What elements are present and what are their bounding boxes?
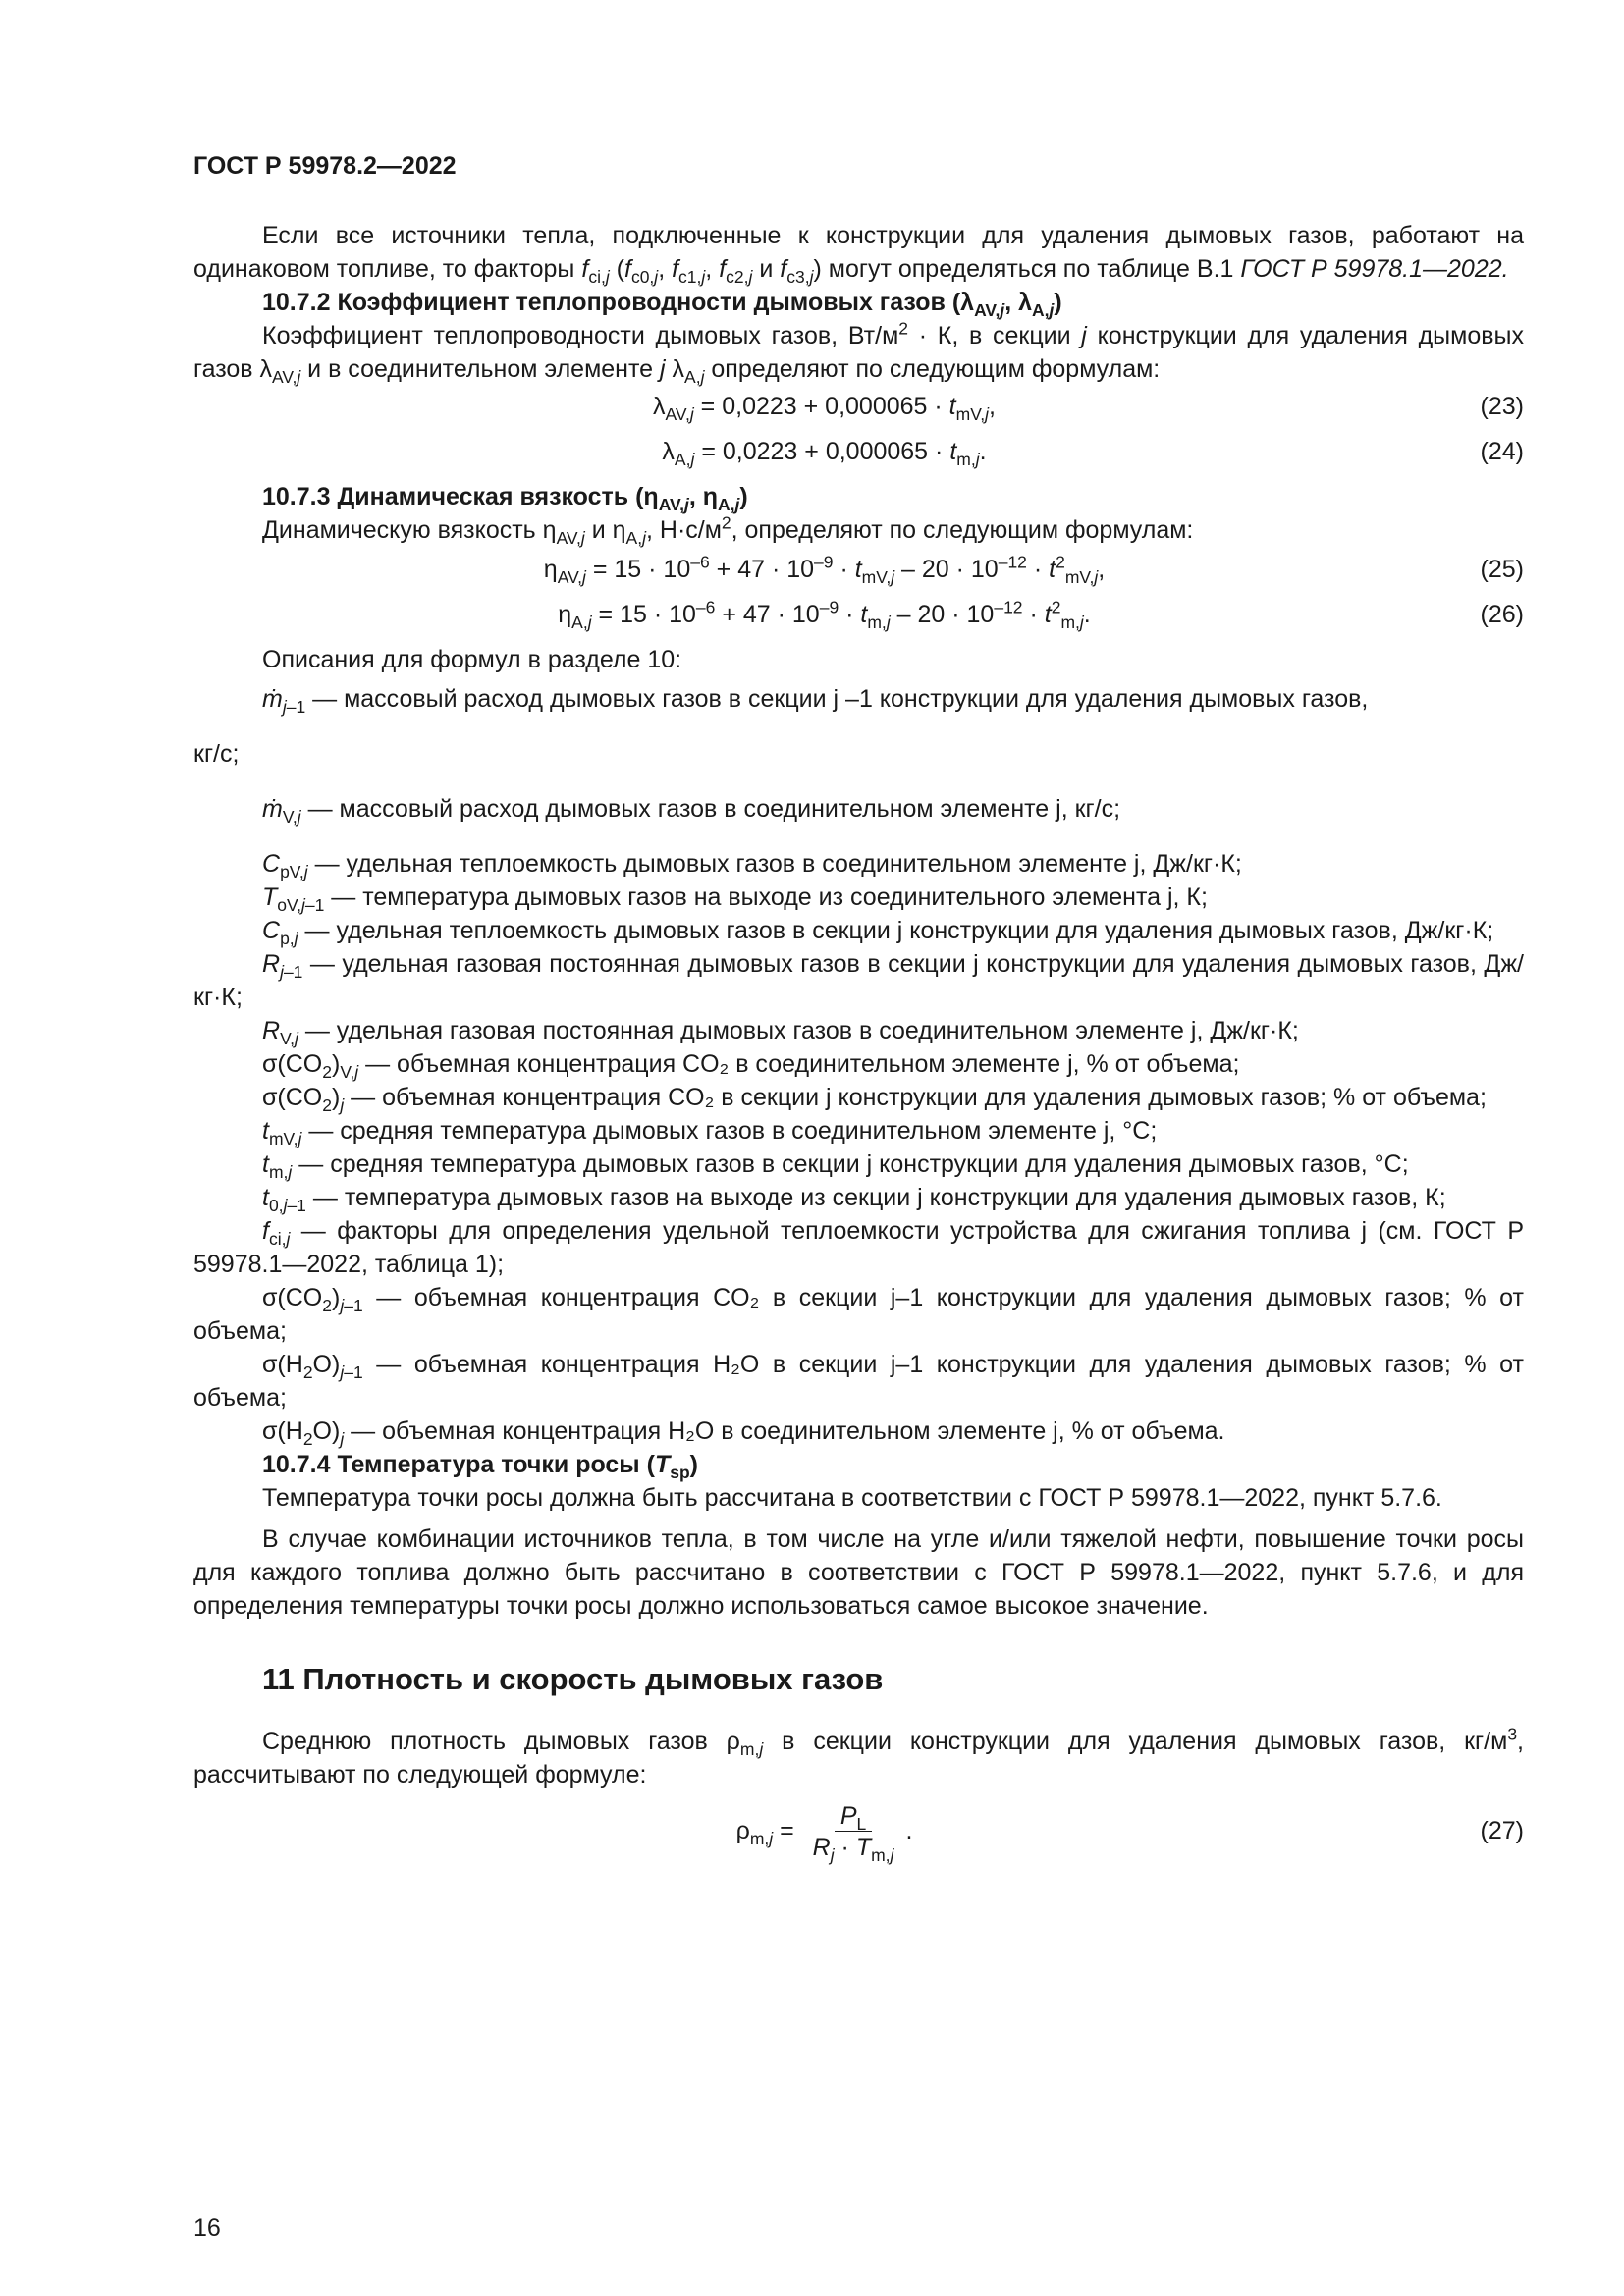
desc-item: ṁ$_{j-1}$ — массовый расход дымовых газов в секции j –1 конструкции для удаления дымовых газов, [262,685,1369,717]
document-header: ГОСТ Р 59978.2—2022 [193,152,457,180]
desc-item: ṁ$_{V,j}$ — массовый расход дымовых газов в соединительном элементе j, кг/с; [262,795,1121,827]
desc-item: $f_{ci,j}$ — факторы для определения удельной теплоемкости устройства для сжигания топлива j (см. ГОСТ Р 59978.1—2022, таблица 1); [193,1217,1525,1278]
formula-26: $\eta_{A,j} = 15 \cdot 10^{-6} + 47 \cdot 10^{-9} \cdot t_{m,j} - 20 \cdot 10^{-12} \cdot t^2_{m,j}$. (26) [558,597,1524,632]
desc-item: $T_{oV,j-1}$ — температура дымовых газов на выходе из соединительного элемента j, К; [262,883,1208,915]
desc-item: $\sigma(CO_2)_{V,j}$ — объемная концентрация CO₂ в соединительном элементе j, % от объема; [262,1050,1240,1082]
desc-item: $t_{0,j-1}$ — температура дымовых газов на выходе из секции j конструкции для удаления дымовых газов, К; [262,1184,1446,1215]
formula-27: $\rho_{m,j}$ = $\frac{P_L}{R_j \cdot T_{m,j}}$ . (27) [735,1802,1524,1865]
page-number: 16 [193,2215,221,2242]
section-10-7-2-text: Коэффициент теплопроводности дымовых газов, $Вт/м^2 \cdot К$, в секции j конструкции для удаления дымовых газов $\lambda_{AV,j}$ и в соединительном элементе j $\lambda_{A,j}$ определяют по следующим формулам: [193,318,1524,387]
section-10-7-2-heading: 10.7.2 Коэффициент теплопроводности дымовых газов ($\lambda_{AV,j}$, $\lambda_{A,j}$) [262,289,1062,320]
desc-item: $\sigma(H_2O)_j$ — объемная концентрация H₂O в соединительном элементе j, % от объема. [262,1417,1225,1449]
section-10-7-3-text: Динамическую вязкость $\eta_{AV,j}$ и $\eta_{A,j}$, $Н\cdot с/м^2$, определяют по следующим формулам: [262,512,1194,548]
desc-item: $\sigma(CO_2)_j$ — объемная концентрация CO₂ в секции j конструкции для удаления дымовых газов; % от объема; [262,1084,1487,1115]
intro-paragraph: Если все источники тепла, подключенные к конструкции для удаления дымовых газов, работают на одинаковом топливе, то факторы $f_{ci,j}$ ($f_{c0,j}$, $f_{c1,j}$, $f_{c2,j}$ и $f_{c3,j}$) могут определяться по таблице В.1 ГОСТ Р 59978.1—2022. [193,222,1524,287]
section-10-7-4-heading: 10.7.4 Температура точки росы $(T_{sp})$ [262,1451,698,1482]
section-11-text: Среднюю плотность дымовых газов $\rho_{m,j}$ в секции конструкции для удаления дымовых газов, $кг/м^3$, рассчитывают по следующей формуле: [193,1724,1524,1789]
desc-item: $R_{V,j}$ — удельная газовая постоянная дымовых газов в соединительном элементе j, Дж/кг·К; [262,1017,1299,1048]
section-10-7-4-p2: В случае комбинации источников тепла, в том числе на угле и/или тяжелой нефти, повышение точки росы для каждого топлива должно быть рассчитано в соответствии с ГОСТ Р 59978.1—2022, пункт 5.7.6, и для определения температуры точки росы должно использоваться самое высокое значение. [193,1525,1524,1620]
desc-item: $C_{pV,j}$ — удельная теплоемкость дымовых газов в соединительном элементе j, Дж/кг·К; [262,850,1242,881]
desc-item: $\sigma(H_2O)_{j-1}$ — объемная концентрация H₂O в секции j–1 конструкции для удаления дымовых газов; % от объема; [193,1351,1524,1412]
section-11-heading: 11 Плотность и скорость дымовых газов [262,1662,884,1696]
fraction: $\frac{P_L}{R_j \cdot T_{m,j}}$ [812,1802,894,1865]
desc-item: $R_{j-1}$ — удельная газовая постоянная дымовых газов в секции j конструкции для удаления дымовых газов, Дж/кг·К; [193,950,1524,1011]
section-10-7-3-heading: 10.7.3 Динамическая вязкость ($\eta_{AV,j}$, $\eta_{A,j}$) [262,483,748,514]
desc-item: $t_{m,j}$ — средняя температура дымовых газов в секции j конструкции для удаления дымовых газов, °C; [262,1150,1409,1182]
desc-item: $C_{p,j}$ — удельная теплоемкость дымовых газов в секции j конструкции для удаления дымовых газов, Дж/кг·К; [262,917,1494,948]
page-body [193,137,1524,1863]
desc-item: $t_{mV,j}$ — средняя температура дымовых газов в соединительном элементе j, °C; [262,1117,1158,1148]
section-10-7-4-p1: Температура точки росы должна быть рассчитана в соответствии с ГОСТ Р 59978.1—2022, пункт 5.7.6. [262,1484,1442,1512]
desc-item: $\sigma(CO_2)_{j-1}$ — объемная концентрация CO₂ в секции j–1 конструкции для удаления дымовых газов; % от объема; [193,1284,1524,1345]
formula-25: $\eta_{AV,j} = 15 \cdot 10^{-6} + 47 \cdot 10^{-9} \cdot t_{mV,j} - 20 \cdot 10^{-12} \cdot t^2_{mV,j}$, (25) [543,552,1524,587]
desc-item-continuation: кг/с; [193,740,240,768]
formula-24: $\lambda_{A,j} = 0,0223 + 0,000065 \cdot t_{m,j}$. (24) [662,438,1524,469]
descriptions-intro: Описания для формул в разделе 10: [262,646,682,673]
formula-23: $\lambda_{AV,j} = 0,0223 + 0,000065 \cdot t_{mV,j}$, (23) [653,393,1524,424]
standard-reference: ГОСТ Р 59978.1—2022. [1240,255,1509,283]
